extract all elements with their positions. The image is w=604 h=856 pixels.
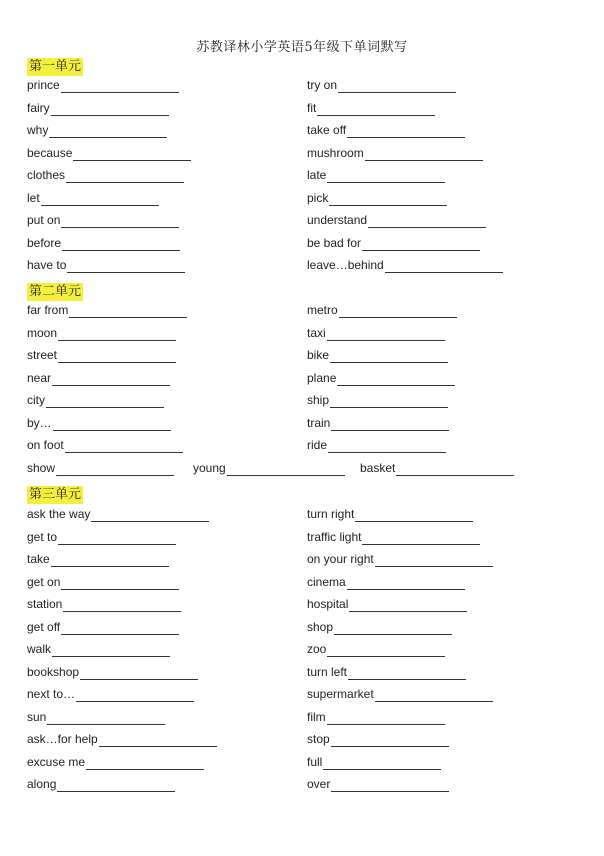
- vocab-item-left: [27, 754, 204, 770]
- vocab-item-left: [27, 415, 171, 431]
- vocab-word: street: [27, 348, 58, 362]
- answer-blank[interactable]: [396, 463, 514, 476]
- answer-blank[interactable]: [329, 193, 447, 206]
- vocab-item-left: [27, 325, 176, 341]
- vocab-item-right: [307, 212, 486, 228]
- vocab-word: by…: [27, 415, 52, 430]
- vocab-item-left: [27, 596, 181, 612]
- vocab-item-left: [27, 122, 167, 138]
- vocab-item-left: [27, 392, 164, 408]
- answer-blank[interactable]: [327, 712, 445, 725]
- answer-blank[interactable]: [347, 577, 465, 590]
- worksheet-title: 苏教译林小学英语5年级下单词默写: [196, 40, 408, 55]
- vocab-item-right: [307, 100, 435, 116]
- vocab-word: film: [307, 709, 326, 724]
- vocab-item-right: [307, 437, 446, 453]
- vocab-item-left: [27, 77, 179, 93]
- vocab-word: pick: [307, 190, 329, 205]
- section-heading: 第一单元: [29, 59, 82, 74]
- vocab-word: get on: [27, 574, 61, 589]
- vocab-word: get to: [27, 529, 58, 544]
- answer-blank[interactable]: [327, 644, 445, 657]
- vocab-word: understand: [307, 213, 368, 227]
- answer-blank[interactable]: [69, 305, 187, 318]
- answer-blank[interactable]: [61, 215, 179, 228]
- vocab-item-left: [27, 574, 179, 590]
- vocab-word: prince: [27, 78, 60, 92]
- vocab-word: leave…behind: [307, 258, 384, 272]
- vocab-item-right: [307, 392, 448, 408]
- vocab-item-extra: [27, 460, 174, 476]
- vocab-item-right: [307, 167, 445, 183]
- vocab-word: put on: [27, 213, 61, 227]
- vocab-item-left: [27, 190, 159, 206]
- vocab-item-right: [307, 506, 473, 522]
- vocab-item-right: [307, 641, 445, 657]
- vocab-word: get off: [27, 619, 61, 634]
- answer-blank[interactable]: [80, 667, 198, 680]
- answer-blank[interactable]: [46, 395, 164, 408]
- answer-blank[interactable]: [52, 644, 170, 657]
- answer-blank[interactable]: [227, 463, 345, 476]
- vocab-word: why: [27, 123, 49, 137]
- vocab-item-left: [27, 529, 176, 545]
- answer-blank[interactable]: [58, 532, 176, 545]
- vocab-item-left: [27, 709, 165, 725]
- answer-blank[interactable]: [51, 554, 169, 567]
- vocab-item-left: [27, 551, 169, 567]
- vocab-word: ask…for help: [27, 732, 98, 746]
- answer-blank[interactable]: [61, 577, 179, 590]
- vocab-word: excuse me: [27, 754, 86, 769]
- vocab-item-right: [307, 190, 447, 206]
- answer-blank[interactable]: [347, 125, 465, 138]
- vocab-word: train: [307, 415, 331, 430]
- answer-blank[interactable]: [49, 125, 167, 138]
- vocab-word: be bad for: [307, 235, 362, 250]
- answer-blank[interactable]: [63, 599, 181, 612]
- vocab-item-left: [27, 302, 187, 318]
- vocab-word: stop: [307, 732, 330, 746]
- vocab-item-right: [307, 325, 445, 341]
- vocab-word: bookshop: [27, 664, 80, 679]
- answer-blank[interactable]: [331, 418, 449, 431]
- answer-blank[interactable]: [337, 373, 455, 386]
- answer-blank[interactable]: [362, 532, 480, 545]
- vocab-word: next to…: [27, 687, 76, 701]
- vocab-word: plane: [307, 370, 337, 385]
- vocab-item-left: [27, 145, 191, 161]
- vocab-word: young: [193, 460, 226, 475]
- answer-blank[interactable]: [385, 260, 503, 273]
- answer-blank[interactable]: [327, 170, 445, 183]
- vocab-item-right: [307, 551, 493, 567]
- answer-blank[interactable]: [328, 440, 446, 453]
- vocab-item-left: [27, 347, 176, 363]
- vocab-item-right: [307, 731, 449, 747]
- answer-blank[interactable]: [51, 103, 169, 116]
- answer-blank[interactable]: [41, 193, 159, 206]
- vocab-item-left: [27, 167, 184, 183]
- vocab-item-right: [307, 619, 452, 635]
- vocab-item-left: [27, 100, 169, 116]
- vocab-word: station: [27, 597, 63, 611]
- answer-blank[interactable]: [52, 373, 170, 386]
- vocab-item-right: [307, 302, 457, 318]
- answer-blank[interactable]: [362, 238, 480, 251]
- vocab-item-left: [27, 731, 217, 747]
- vocab-item-extra: [360, 460, 514, 476]
- vocab-word: turn right: [307, 507, 355, 521]
- vocab-word: mushroom: [307, 145, 364, 160]
- vocab-item-right: [307, 596, 467, 612]
- vocab-word: have to: [27, 258, 67, 272]
- answer-blank[interactable]: [62, 238, 180, 251]
- answer-blank[interactable]: [330, 395, 448, 408]
- answer-blank[interactable]: [338, 80, 456, 93]
- vocab-item-left: [27, 506, 209, 522]
- vocab-item-right: [307, 235, 480, 251]
- vocab-word: fit: [307, 100, 317, 115]
- vocab-word: traffic light: [307, 529, 362, 544]
- answer-blank[interactable]: [375, 554, 493, 567]
- vocab-word: fairy: [27, 100, 50, 115]
- vocab-word: ship: [307, 393, 330, 407]
- vocab-item-left: [27, 686, 194, 702]
- answer-blank[interactable]: [330, 350, 448, 363]
- vocab-word: turn left: [307, 664, 348, 679]
- answer-blank[interactable]: [47, 712, 165, 725]
- vocab-item-right: [307, 77, 456, 93]
- vocab-word: walk: [27, 642, 52, 656]
- vocab-word: near: [27, 370, 52, 385]
- vocab-item-right: [307, 145, 483, 161]
- answer-blank[interactable]: [66, 170, 184, 183]
- vocab-item-left: [27, 437, 183, 453]
- vocab-word: show: [27, 460, 56, 475]
- vocab-word: basket: [360, 460, 396, 475]
- vocab-item-extra: [193, 460, 345, 476]
- vocab-item-left: [27, 257, 185, 273]
- vocab-word: before: [27, 235, 62, 250]
- vocab-word: city: [27, 393, 45, 407]
- answer-blank[interactable]: [99, 734, 217, 747]
- vocab-word: taxi: [307, 325, 326, 340]
- answer-blank[interactable]: [53, 418, 171, 431]
- vocab-word: hospital: [307, 597, 349, 611]
- vocab-word: let: [27, 190, 40, 205]
- vocab-word: ride: [307, 438, 328, 452]
- vocab-item-right: [307, 776, 449, 792]
- vocab-item-right: [307, 370, 455, 386]
- vocab-word: cinema: [307, 574, 346, 589]
- answer-blank[interactable]: [57, 779, 175, 792]
- vocab-word: clothes: [27, 168, 66, 182]
- answer-blank[interactable]: [349, 599, 467, 612]
- answer-blank[interactable]: [339, 305, 457, 318]
- answer-blank[interactable]: [323, 757, 441, 770]
- answer-blank[interactable]: [317, 103, 435, 116]
- answer-blank[interactable]: [365, 148, 483, 161]
- answer-blank[interactable]: [355, 509, 473, 522]
- section-heading: 第二单元: [29, 284, 82, 299]
- answer-blank[interactable]: [331, 734, 449, 747]
- answer-blank[interactable]: [61, 80, 179, 93]
- answer-blank[interactable]: [375, 689, 493, 702]
- vocab-word: ask the way: [27, 507, 91, 521]
- vocab-word: over: [307, 777, 331, 791]
- vocab-item-right: [307, 257, 503, 273]
- vocab-item-right: [307, 347, 448, 363]
- vocab-word: because: [27, 145, 73, 160]
- vocab-word: try on: [307, 78, 338, 92]
- section-heading: 第三单元: [29, 487, 82, 502]
- vocab-word: along: [27, 777, 57, 791]
- answer-blank[interactable]: [331, 779, 449, 792]
- vocab-word: on your right: [307, 552, 374, 566]
- answer-blank[interactable]: [73, 148, 191, 161]
- answer-blank[interactable]: [334, 622, 452, 635]
- vocab-item-right: [307, 122, 465, 138]
- vocab-word: zoo: [307, 642, 327, 656]
- vocab-word: take off: [307, 123, 347, 137]
- vocab-item-right: [307, 415, 449, 431]
- vocab-item-right: [307, 664, 466, 680]
- vocab-item-right: [307, 529, 480, 545]
- vocab-word: supermarket: [307, 687, 374, 701]
- answer-blank[interactable]: [56, 463, 174, 476]
- answer-blank[interactable]: [327, 328, 445, 341]
- vocab-word: shop: [307, 619, 334, 634]
- vocab-item-right: [307, 686, 493, 702]
- answer-blank[interactable]: [67, 260, 185, 273]
- answer-blank[interactable]: [368, 215, 486, 228]
- vocab-item-left: [27, 212, 179, 228]
- answer-blank[interactable]: [65, 440, 183, 453]
- vocab-item-left: [27, 619, 179, 635]
- vocab-word: bike: [307, 348, 330, 362]
- answer-blank[interactable]: [86, 757, 204, 770]
- vocab-item-right: [307, 754, 441, 770]
- vocab-word: take: [27, 552, 50, 566]
- vocab-item-left: [27, 370, 170, 386]
- answer-blank[interactable]: [58, 350, 176, 363]
- vocab-item-left: [27, 235, 180, 251]
- answer-blank[interactable]: [348, 667, 466, 680]
- vocab-item-left: [27, 776, 175, 792]
- vocab-item-right: [307, 574, 465, 590]
- answer-blank[interactable]: [91, 509, 209, 522]
- vocab-item-left: [27, 664, 198, 680]
- vocab-item-right: [307, 709, 445, 725]
- answer-blank[interactable]: [76, 689, 194, 702]
- vocab-word: late: [307, 168, 327, 182]
- vocab-word: far from: [27, 303, 69, 317]
- vocab-word: sun: [27, 709, 47, 724]
- answer-blank[interactable]: [58, 328, 176, 341]
- answer-blank[interactable]: [61, 622, 179, 635]
- vocab-word: full: [307, 754, 323, 769]
- vocab-word: on foot: [27, 438, 64, 452]
- vocab-word: metro: [307, 303, 338, 317]
- vocab-item-left: [27, 641, 170, 657]
- vocab-word: moon: [27, 325, 58, 340]
